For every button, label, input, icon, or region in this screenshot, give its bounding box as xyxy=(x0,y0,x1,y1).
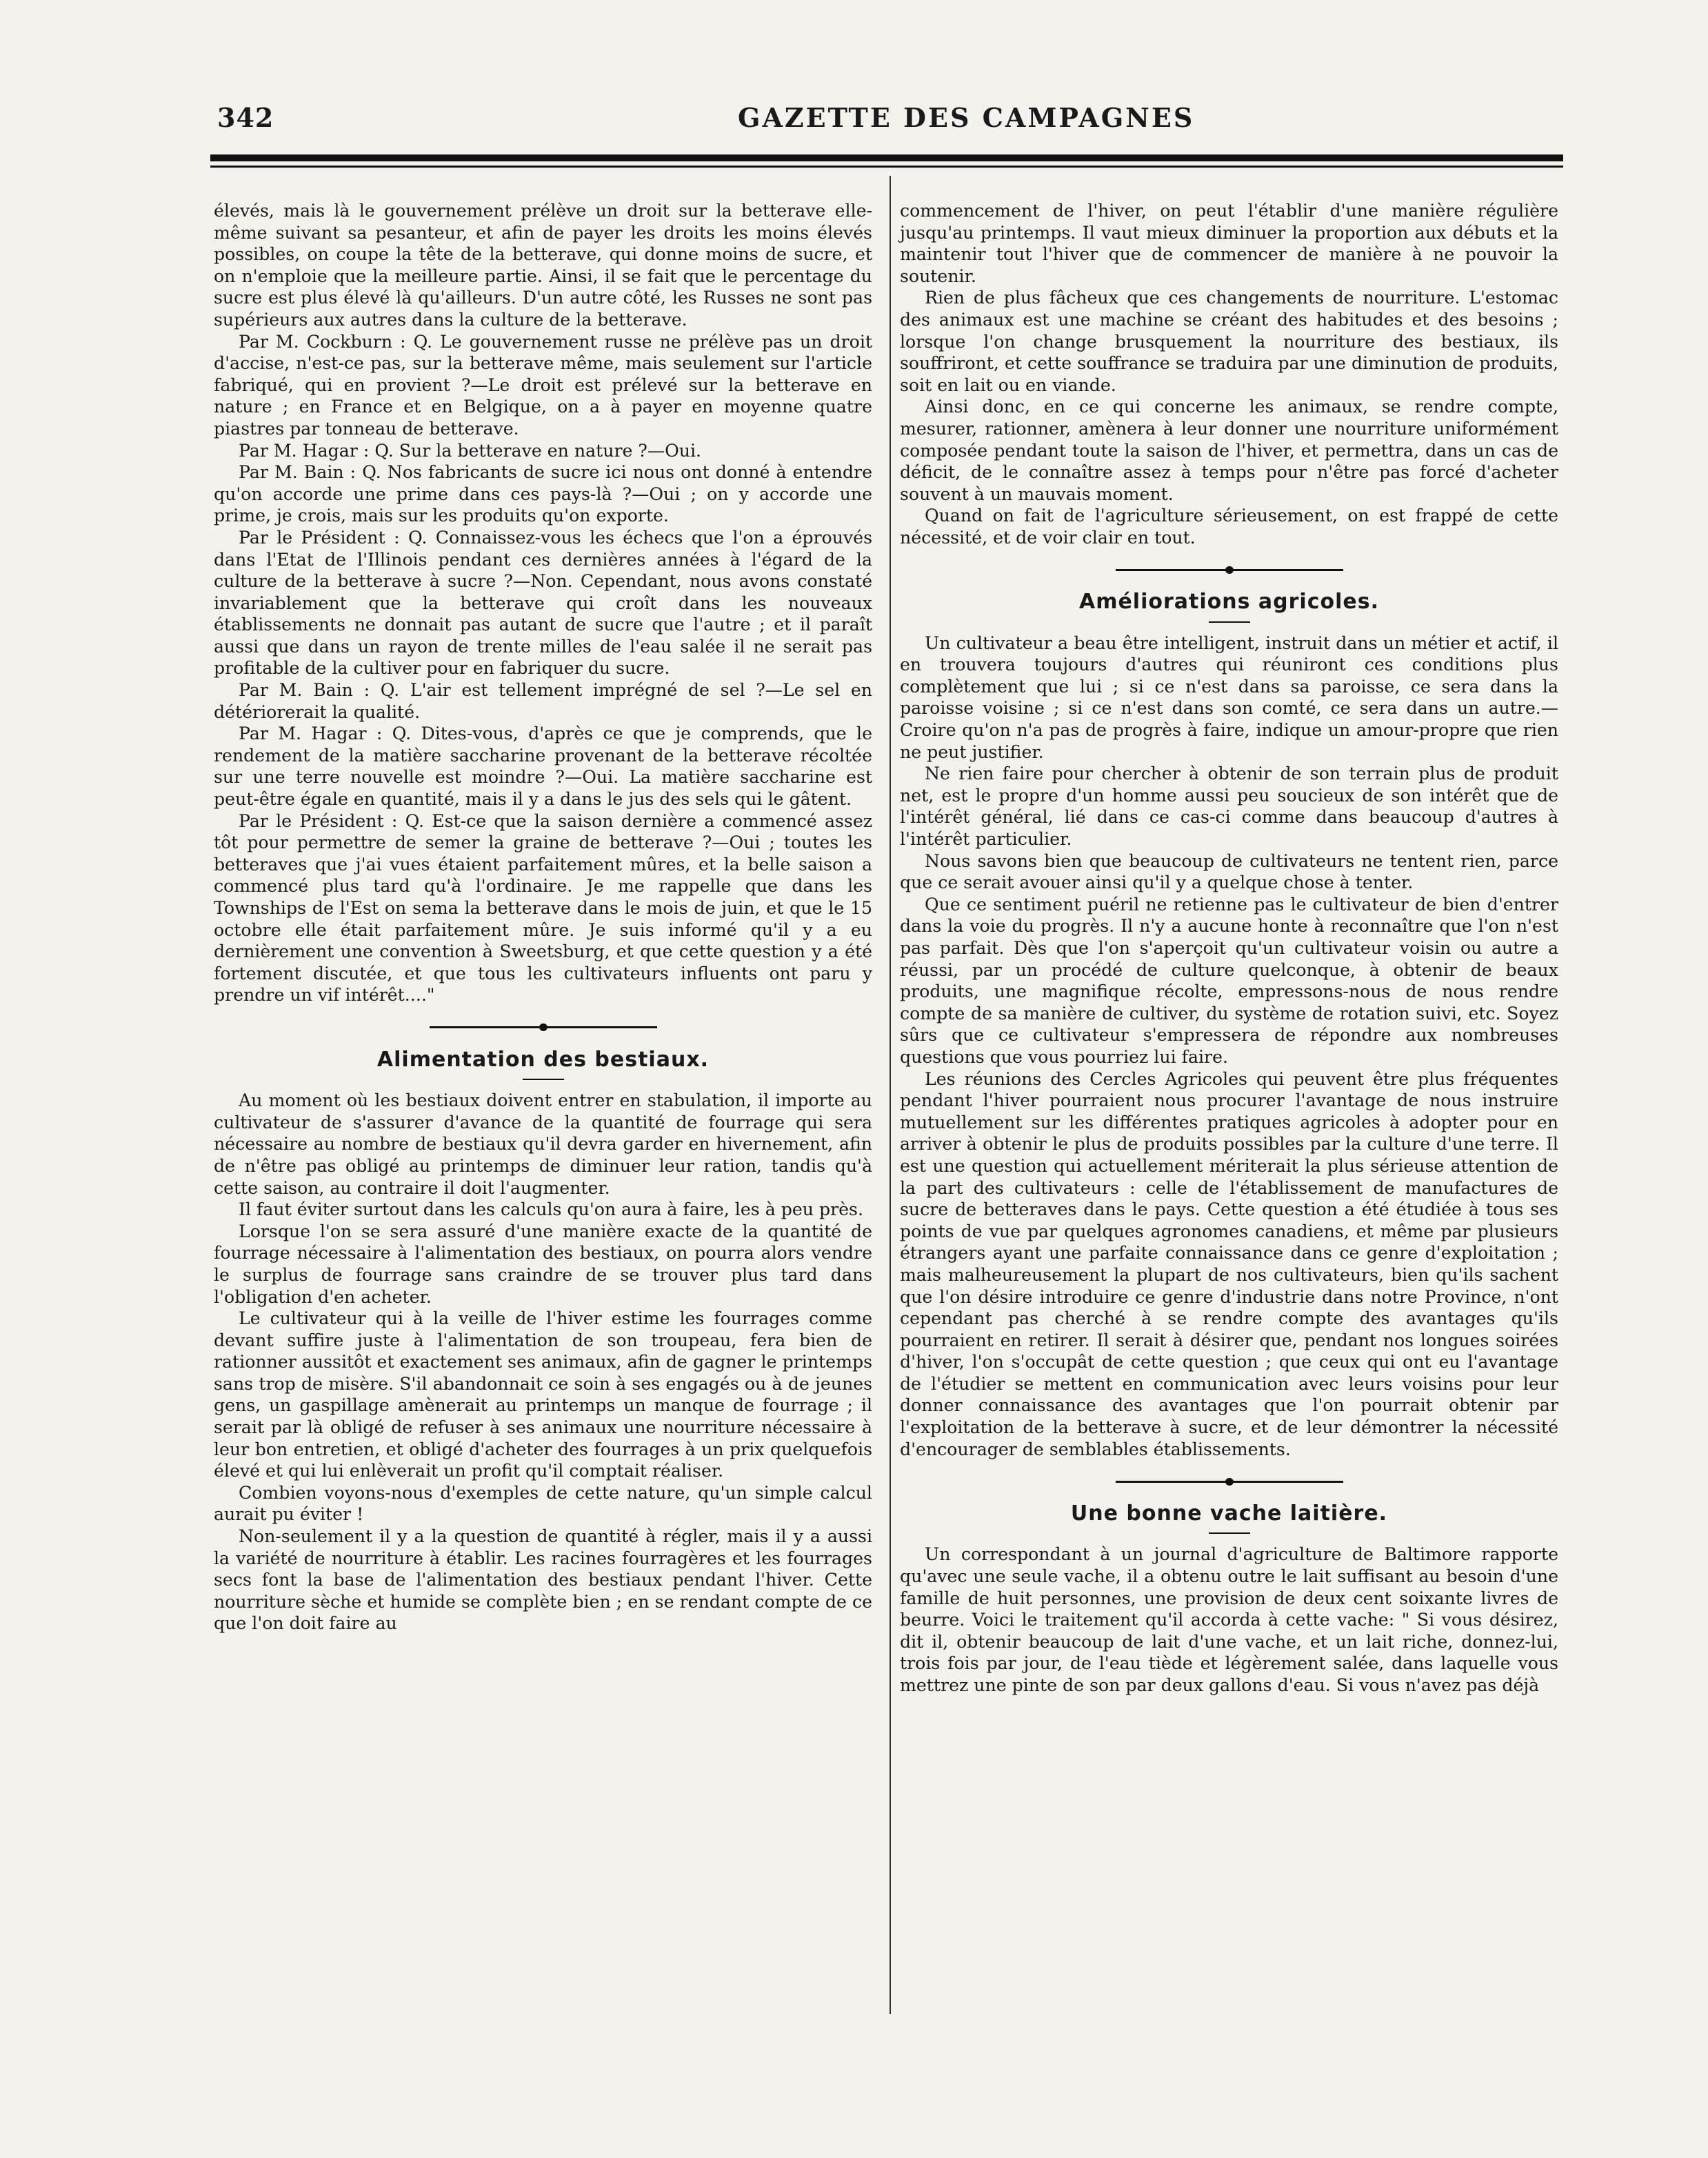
paragraph: Il faut éviter surtout dans les calculs qu'on aura à faire, les à peu près. xyxy=(239,1199,863,1220)
section-title-vache: Une bonne vache laitière. xyxy=(1070,1501,1388,1526)
title-underline xyxy=(1209,621,1250,623)
paragraph: Un correspondant à un journal d'agriculture de Baltimore rapporte qu'avec une seule vache, il a obtenu outre le lait suffisant au besoin d'une famille de huit personnes, une provision de deux cent soixante livres de beurre. Voici le traitement qu'il accorda à cette vache: " Si vous désirez, dit il, obtenir beaucoup de lait d'une vache, et un lait riche, donnez-lui, trois fois par jour, de l'eau tiède et légèrement salée, dans laquelle vous mettrez une pinte de son par deux gallons d'eau. Si vous n'avez pas déjà xyxy=(900,1544,1558,1695)
section-title-ameliorations: Améliorations agricoles. xyxy=(1078,590,1379,615)
section-title-alimentation: Alimentation des bestiaux. xyxy=(376,1047,710,1072)
paragraph: Par le Président : Q. Connaissez-vous les échecs que l'on a éprouvés dans l'Etat de l'Illinois pendant ces dernières années à l'égard de la culture de la betterave à sucre ?—Non. Cependant, nous avons constaté invariablement que la betterave qui croît dans les nouveaux établissements ne donnait pas autant de sucre que l'autre ; et il paraît aussi que dans un rayon de trente milles de l'eau salée il ne serait pas profitable de la cultiver pour en fabriquer du sucre. xyxy=(214,527,872,679)
left-column xyxy=(214,200,872,1635)
paragraph: Par M. Hagar : Q. Sur la betterave en nature ?—Oui. xyxy=(239,440,702,461)
title-underline xyxy=(523,1079,564,1080)
paragraph: Lorsque l'on se sera assuré d'une manière exacte de la quantité de fourrage nécessaire à l'alimentation des bestiaux, on pourra alors vendre le surplus de fourrage sans craindre de se trouver plus tard dans l'obligation d'en acheter. xyxy=(214,1221,872,1307)
paragraph: Ainsi donc, en ce qui concerne les animaux, se rendre compte, mesurer, rationner, amènera à leur donner une nourriture uniformément composée pendant toute la saison de l'hiver, et permettra, dans un cas de déficit, de le connaître assez à temps pour n'être pas forcé d'acheter souvent à un mauvais moment. xyxy=(900,397,1558,504)
page-number: 342 xyxy=(217,102,274,133)
page-header-title: GAZETTE DES CAMPAGNES xyxy=(738,102,1195,133)
header-rule-thin xyxy=(210,166,1563,168)
paragraph: Par M. Bain : Q. L'air est tellement imprégné de sel ?—Le sel en détériorerait la qualité. xyxy=(214,680,872,722)
paragraph: commencement de l'hiver, on peut l'établir d'une manière régulière jusqu'au printemps. Il vaut mieux diminuer la proportion aux débuts et la maintenir tout l'hiver que de commencer de manière à ne pouvoir la soutenir. xyxy=(900,201,1558,286)
section-separator xyxy=(900,1470,1558,1492)
header-rule-thick xyxy=(210,154,1563,161)
paragraph: Le cultivateur qui à la veille de l'hiver estime les fourrages comme devant suffire juste à l'alimentation de son troupeau, fera bien de rationner aussitôt et exactement ses animaux, afin de gagner le printemps sans trop de misère. S'il abandonnait ce soin à ses engagés ou à de jeunes gens, un gaspillage amènerait au printemps un manque de fourrage ; il serait par là obligé de refuser à ses animaux une nourriture nécessaire à leur bon entretien, et obligé d'acheter des fourrages à un prix quelquefois élevé et qui lui enlèverait un profit qu'il comptait réaliser. xyxy=(214,1308,872,1481)
paragraph: Un cultivateur a beau être intelligent, instruit dans un métier et actif, il en trouvera toujours d'autres qui réuniront ces conditions plus complètement que lui ; si ce n'est dans sa paroisse, ce sera dans la paroisse voisine ; si ce n'est dans son comté, ce sera dans un autre.—Croire qu'on n'a pas de progrès à faire, indique un amour-propre que rien ne peut justifier. xyxy=(900,632,1558,762)
right-column xyxy=(900,200,1558,1697)
paragraph: Par M. Hagar : Q. Dites-vous, d'après ce que je comprends, que le rendement de la matière saccharine provenant de la betterave récoltée sur une terre nouvelle est moindre ?—Oui. La matière saccharine est peut-être égale en quantité, mais il y a dans le jus des sels qui le gâtent. xyxy=(214,723,872,810)
paragraph: Au moment où les bestiaux doivent entrer en stabulation, il importe au cultivateur de s'assurer d'avance de la quantité de fourrage qui sera nécessaire au nombre de bestiaux qu'il devra garder en hivernement, afin de n'être pas obligé au printemps de diminuer leur ration, tandis qu'à cette saison, au contraire il doit l'augmenter. xyxy=(214,1090,872,1198)
title-underline xyxy=(1209,1532,1250,1534)
paragraph: Par M. Bain : Q. Nos fabricants de sucre ici nous ont donné à entendre qu'on accorde une prime dans ces pays-là ?—Oui ; on y accorde une prime, je crois, mais sur les produits qu'on exporte. xyxy=(214,462,872,526)
paragraph: élevés, mais là le gouvernement prélève un droit sur la betterave elle-même suivant sa pesanteur, et afin de payer les droits les moins élevés possibles, on coupe la tête de la betterave, qui donne moins de sucre, et on n'emploie que la meilleure partie. Ainsi, il se fait que le percentage du sucre est plus élevé là qu'ailleurs. D'un autre côté, les Russes ne sont pas supérieurs aux autres dans la culture de la betterave. xyxy=(214,201,872,330)
paragraph: Par le Président : Q. Est-ce que la saison dernière a commencé assez tôt pour permettre de semer la graine de betterave ?—Oui ; toutes les betteraves que j'ai vues étaient parfaitement mûres, et la belle saison a commencé plus tard qu'à l'ordinaire. Je me rappelle que dans les Townships de l'Est on sema la betterave dans le mois de juin, et que le 15 octobre elle était parfaitement mûre. Je suis informé qu'il y a eu dernièrement une convention à Sweetsburg, et que cette question y a été fortement discutée, et que tous les cultivateurs influents ont paru y prendre un vif intérêt...." xyxy=(214,810,872,1006)
paragraph: Rien de plus fâcheux que ces changements de nourriture. L'estomac des animaux est une machine se créant des habitudes et des besoins ; lorsque l'on change brusquement la nourriture des bestiaux, ils souffriront, et cette souffrance se traduira par une diminution de produits, soit en lait ou en viande. xyxy=(900,288,1558,395)
paragraph: Ne rien faire pour chercher à obtenir de son terrain plus de produit net, est le propre d'un homme aussi peu soucieux de son intérêt que de l'intérêt général, lié dans ce cas-ci comme dans beaucoup d'autres à l'intérêt particulier. xyxy=(900,763,1558,850)
paragraph: Que ce sentiment puéril ne retienne pas le cultivateur de bien d'entrer dans la voie du progrès. Il n'y a aucune honte à reconnaître que l'on n'est pas parfait. Dès que l'on s'aperçoit qu'un cultivateur voisin ou autre a réussi, par un procédé de culture quelconque, à obtenir de beaux produits, une magnifique récolte, empressons-nous de nous rendre compte de sa manière de cultiver, du système de rotation suivi, etc. Soyez sûrs que ce cultivateur s'empressera de répondre aux nombreuses questions que vous pourriez lui faire. xyxy=(900,894,1558,1067)
paragraph: Non-seulement il y a la question de quantité à régler, mais il y a aussi la variété de nourriture à établir. Les racines fourragères et les fourrages secs font la base de l'alimentation des bestiaux pendant l'hiver. Cette nourriture sèche et humide se complète bien ; en se rendant compte de ce que l'on doit faire au xyxy=(214,1526,872,1634)
paragraph: Nous savons bien que beaucoup de cultivateurs ne tentent rien, parce que ce serait avouer ainsi qu'il y a quelque chose à tenter. xyxy=(900,850,1558,893)
paragraph: Combien voyons-nous d'exemples de cette nature, qu'un simple calcul aurait pu éviter ! xyxy=(214,1482,872,1525)
paragraph: Les réunions des Cercles Agricoles qui peuvent être plus fréquentes pendant l'hiver pourraient nous procurer l'avantage de nous instruire mutuellement sur les différentes pratiques agricoles à adopter pour en arriver à obtenir le plus de produits possibles par la culture d'une terre. Il est une question qui actuellement mériterait la plus sérieuse attention de la part des cultivateurs : celle de l'établissement de manufactures de sucre de betteraves dans le pays. Cette question a été étudiée à tous ses points de vue par quelques agronomes canadiens, et même par plusieurs étrangers ayant une parfaite connaissance dans ce genre d'exploitation ; mais malheureusement la plupart de nos cultivateurs, bien qu'ils sachent que l'on désire introduire ce genre d'industrie dans notre Province, n'ont cependant pas cherché à se rendre compte des avantages qu'ils pourraient en retirer. Il serait à désirer que, pendant nos longues soirées d'hiver, l'on s'occupât de cette question ; que ceux qui ont eu l'avantage de l'étudier se mettent en communication avec leurs voisins pour leur donner connaissance des avantages que l'on pourrait obtenir par l'exploitation de la betterave à sucre, et de leur démontrer la nécessité d'encourager de semblables établissements. xyxy=(900,1068,1558,1459)
section-separator xyxy=(214,1016,872,1038)
section-separator xyxy=(900,559,1558,581)
paragraph: Par M. Cockburn : Q. Le gouvernement russe ne prélève pas un droit d'accise, n'est-ce pas, sur la betterave même, mais seulement sur l'article fabriqué, qui en provient ?—Le droit est prélevé sur la betterave en nature ; en France et en Belgique, on a à payer en moyenne quatre piastres par tonneau de betterave. xyxy=(214,331,872,439)
paragraph: Quand on fait de l'agriculture sérieusement, on est frappé de cette nécessité, et de voir clair en tout. xyxy=(900,506,1558,548)
column-divider xyxy=(890,176,891,2014)
